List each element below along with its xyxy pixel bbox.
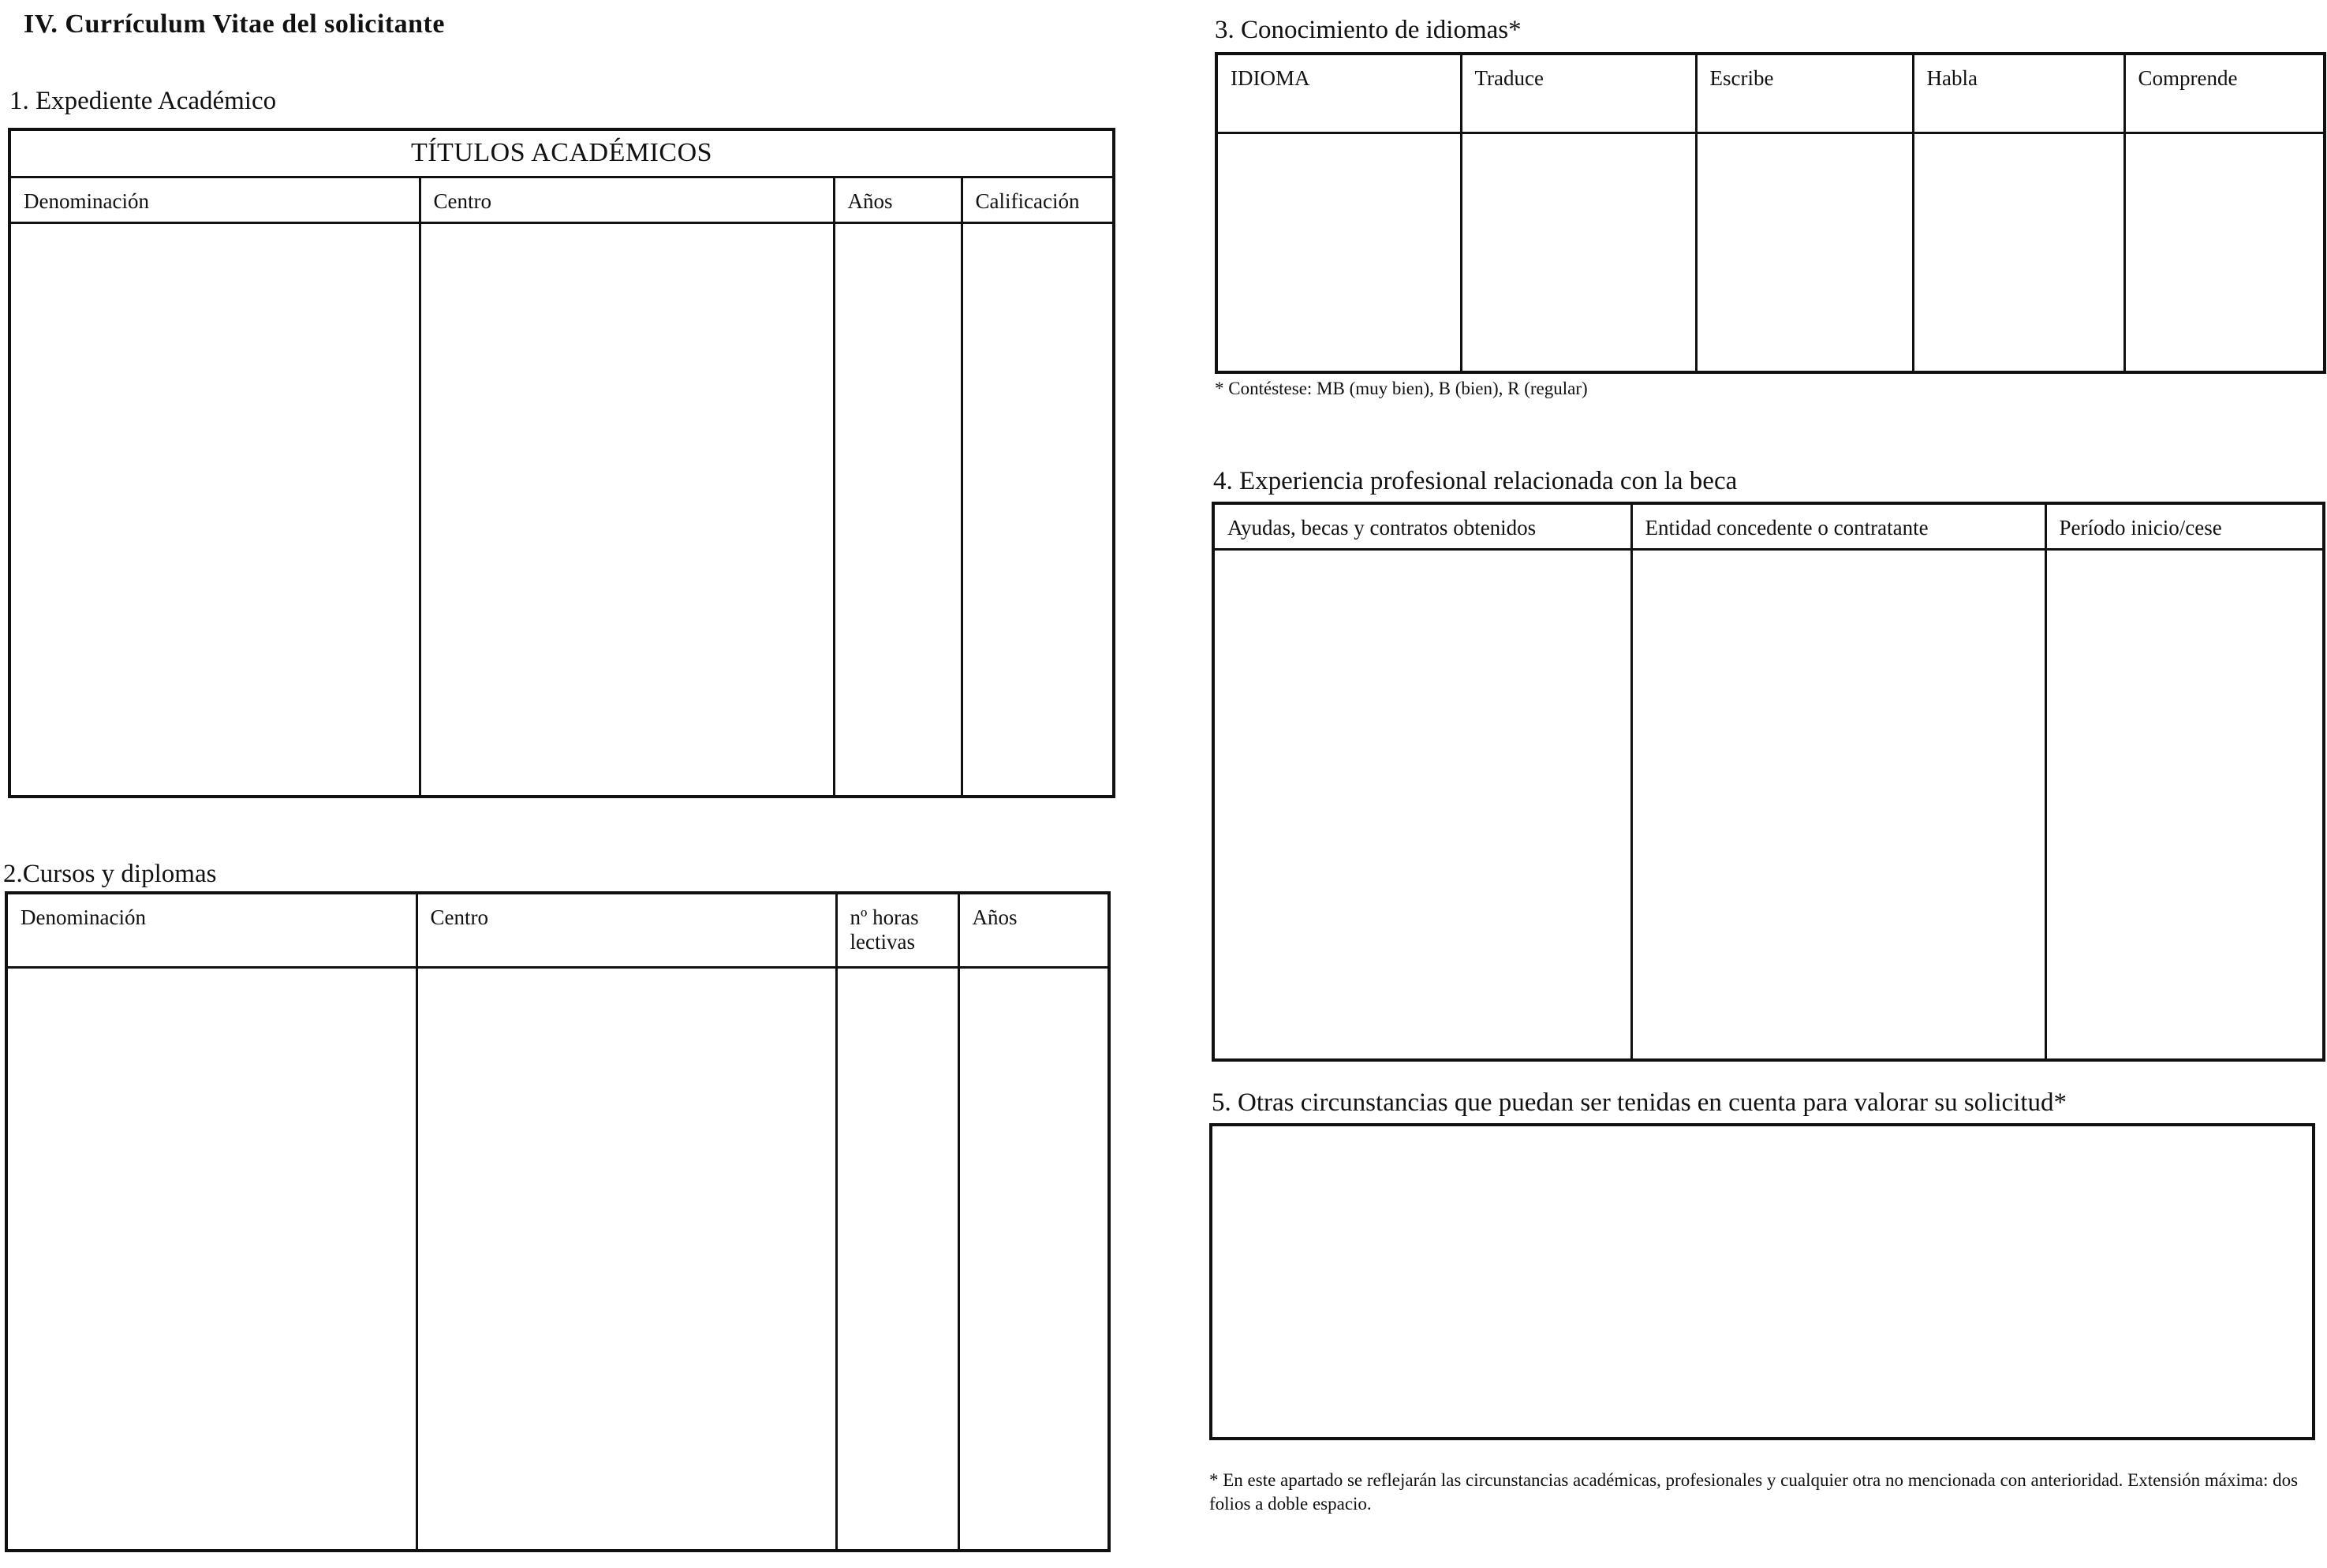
column-header: Traduce (1461, 54, 1696, 133)
calificacion-cell[interactable] (962, 222, 1114, 797)
other-circumstances-footnote: * En este apartado se reflejarán las circunstancias académicas, profesionales y cualquier otra no mencionada con anterioridad. Extensión máxima: dos folios a doble espacio. (1209, 1470, 2299, 1514)
denominacion-cell[interactable] (6, 967, 416, 1551)
column-header: Ayudas, becas y contratos obtenidos (1213, 503, 1631, 549)
column-header: Entidad concedente o contratante (1631, 503, 2045, 549)
column-header: IDIOMA (1216, 54, 1461, 133)
section1-title: 1. Expediente Académico (9, 87, 277, 115)
languages-footnote: * Contéstese: MB (muy bien), B (bien), R (regular) (1215, 379, 1588, 398)
entidad-cell[interactable] (1631, 549, 2045, 1060)
idioma-cell[interactable] (1216, 133, 1461, 372)
column-header: Habla (1913, 54, 2124, 133)
column-header: Centro (420, 177, 834, 222)
section3-title: 3. Conocimiento de idiomas* (1215, 16, 1522, 44)
academic-titles-caption: TÍTULOS ACADÉMICOS (9, 129, 1114, 177)
courses-table (5, 891, 1111, 1552)
column-header: Escribe (1696, 54, 1913, 133)
column-header: Denominación (9, 177, 420, 222)
denominacion-cell[interactable] (9, 222, 420, 797)
experience-table (1212, 502, 2325, 1062)
column-header: Denominación (6, 893, 416, 967)
academic-titles-table (8, 128, 1115, 798)
habla-cell[interactable] (1913, 133, 2124, 372)
section5-title: 5. Otras circunstancias que puedan ser tenidas en cuenta para valorar su solicitud* (1212, 1088, 2067, 1117)
column-header: Centro (416, 893, 836, 967)
column-header: Años (834, 177, 962, 222)
column-header: Comprende (2124, 54, 2325, 133)
anos-cell[interactable] (834, 222, 962, 797)
column-header: Años (958, 893, 1109, 967)
page-heading: IV. Currículum Vitae del solicitante (24, 9, 445, 39)
ayudas-cell[interactable] (1213, 549, 1631, 1060)
centro-cell[interactable] (420, 222, 834, 797)
languages-table (1215, 52, 2326, 374)
anos-cell[interactable] (958, 967, 1109, 1551)
column-header: Período inicio/cese (2045, 503, 2324, 549)
column-header: Calificación (962, 177, 1114, 222)
periodo-cell[interactable] (2045, 549, 2324, 1060)
section4-title: 4. Experiencia profesional relacionada con la beca (1213, 467, 1738, 495)
column-header: nº horas lectivas (836, 893, 958, 967)
other-circumstances-box[interactable] (1209, 1123, 2315, 1440)
escribe-cell[interactable] (1696, 133, 1913, 372)
centro-cell[interactable] (416, 967, 836, 1551)
horas-cell[interactable] (836, 967, 958, 1551)
comprende-cell[interactable] (2124, 133, 2325, 372)
traduce-cell[interactable] (1461, 133, 1696, 372)
section2-title: 2.Cursos y diplomas (3, 860, 217, 888)
